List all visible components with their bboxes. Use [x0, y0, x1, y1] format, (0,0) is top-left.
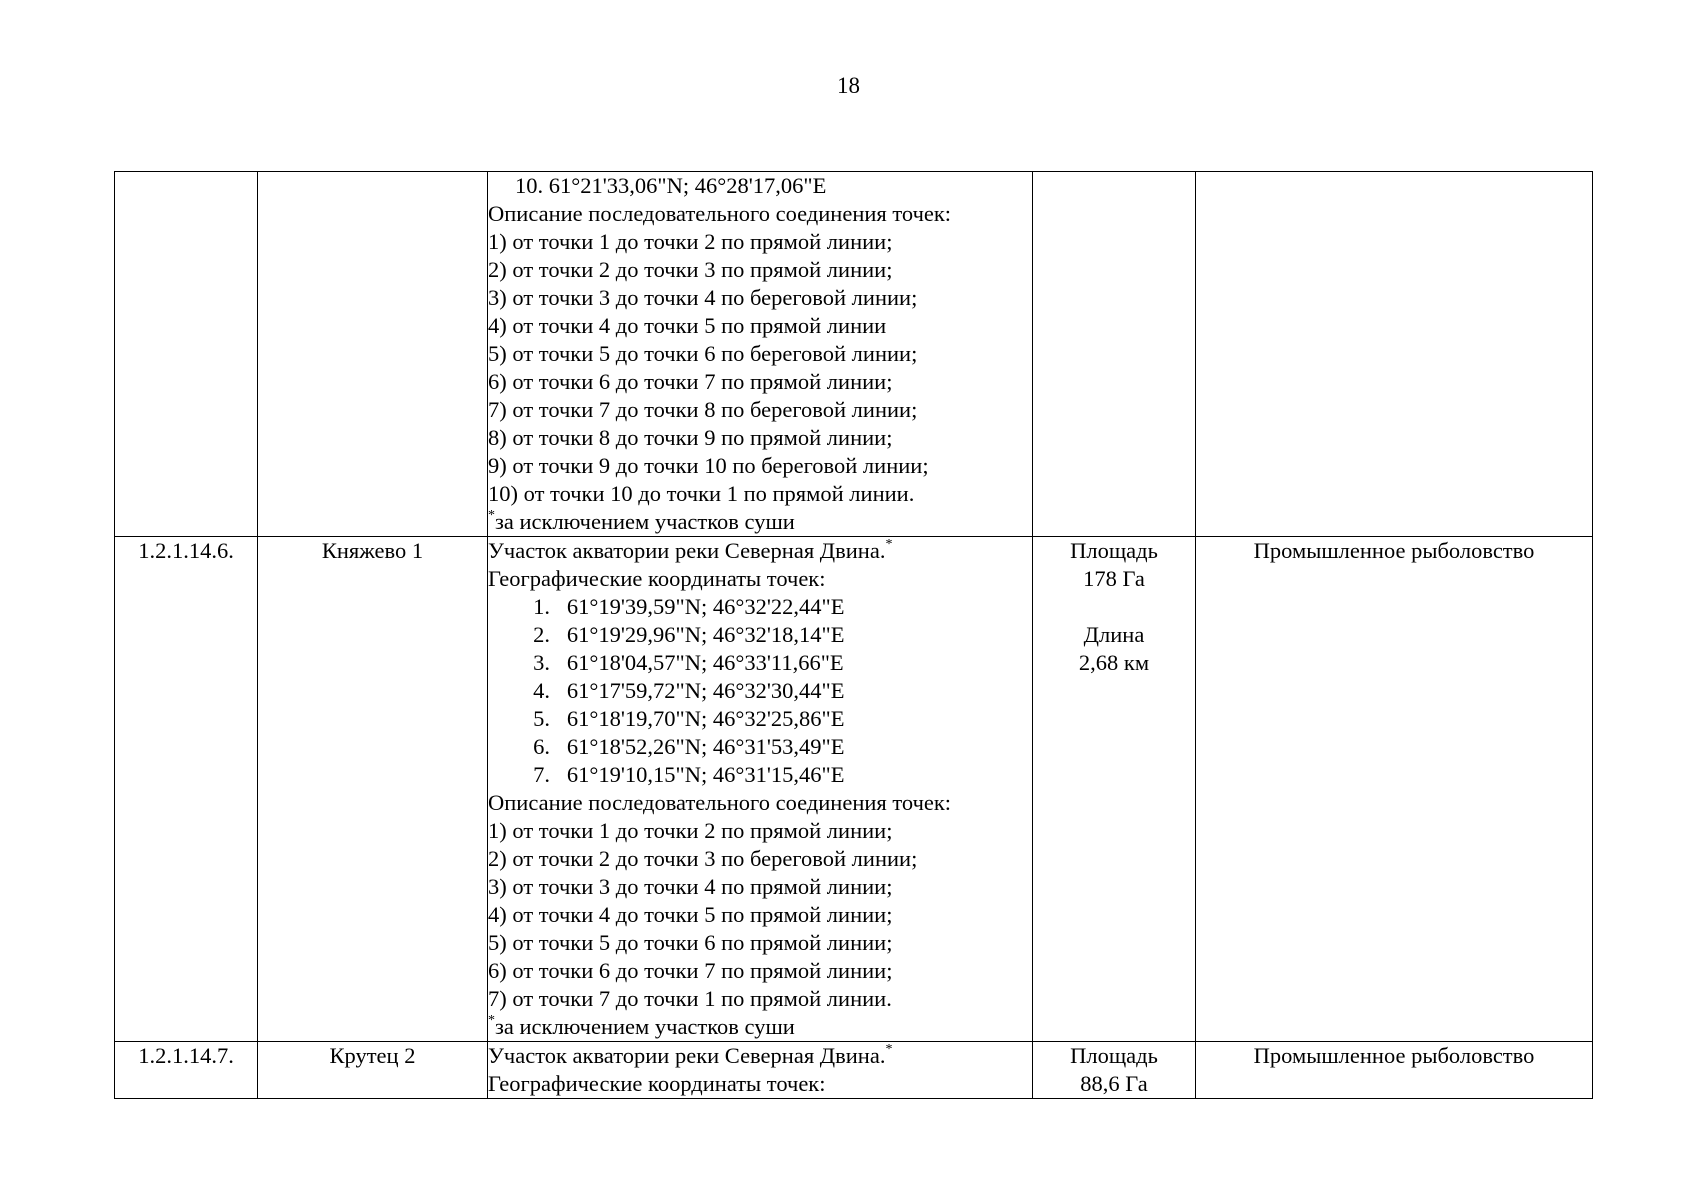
coordinate-point — [488, 649, 1032, 677]
footnote-mark: * — [488, 1012, 495, 1028]
table-row — [115, 537, 1593, 1042]
area-name-cell: Княжево 1 — [258, 537, 488, 1042]
connection-line: 3) от точки 3 до точки 4 по береговой линии; — [488, 285, 918, 310]
connection-line: 2) от точки 2 до точки 3 по прямой линии; — [488, 257, 893, 282]
point-coordinates: 61°18'04,57"N; 46°33'11,66"E — [566, 650, 844, 675]
area-value: 88,6 Га — [1080, 1071, 1148, 1096]
parameters-cell — [1033, 172, 1196, 537]
point-coordinates: 61°19'39,59"N; 46°32'22,44"E — [566, 594, 845, 619]
point-coordinates: 61°19'29,96"N; 46°32'18,14"E — [566, 622, 845, 647]
area-description-cell — [488, 172, 1033, 537]
connection-title: Описание последовательного соединения точек: — [488, 201, 952, 226]
area-title — [488, 1042, 1032, 1070]
point-coordinates: 61°18'19,70"N; 46°32'25,86"E — [566, 706, 845, 731]
area-value: 178 Га — [1083, 566, 1145, 591]
usage-cell: Промышленное рыболовство — [1196, 1042, 1593, 1099]
coordinates-title: Географические координаты точек: — [488, 566, 826, 591]
connection-line: 7) от точки 7 до точки 1 по прямой линии. — [488, 986, 892, 1011]
usage-cell: Промышленное рыболовство — [1196, 537, 1593, 1042]
footnote — [488, 1013, 1032, 1041]
page-number: 18 — [837, 73, 860, 98]
row-number-cell: 1.2.1.14.7. — [115, 1042, 258, 1099]
footnote-text: за исключением участков суши — [495, 509, 795, 534]
row-number-cell: 1.2.1.14.6. — [115, 537, 258, 1042]
area-label: Площадь — [1070, 538, 1158, 563]
connection-line: 1) от точки 1 до точки 2 по прямой линии; — [488, 229, 893, 254]
coordinate-point — [488, 761, 1032, 789]
footnote-mark: * — [488, 507, 495, 523]
footnote-text: за исключением участков суши — [495, 1014, 795, 1039]
coordinate-point: 10. 61°21'33,06"N; 46°28'17,06"E — [515, 173, 827, 198]
area-description-cell — [488, 1042, 1033, 1099]
fishing-areas-table — [114, 171, 1593, 1099]
connection-line: 1) от точки 1 до точки 2 по прямой линии; — [488, 818, 893, 843]
connection-line: 6) от точки 6 до точки 7 по прямой линии; — [488, 958, 893, 983]
coordinate-point — [488, 677, 1032, 705]
coordinate-point — [488, 705, 1032, 733]
connection-line: 4) от точки 4 до точки 5 по прямой линии; — [488, 902, 893, 927]
parameters-cell — [1033, 1042, 1196, 1099]
connection-line: 8) от точки 8 до точки 9 по прямой линии; — [488, 425, 893, 450]
connection-line: 4) от точки 4 до точки 5 по прямой линии — [488, 313, 887, 338]
connection-line: 5) от точки 5 до точки 6 по береговой линии; — [488, 341, 918, 366]
area-title-mark: * — [885, 536, 893, 552]
connection-line: 9) от точки 9 до точки 10 по береговой линии; — [488, 453, 929, 478]
length-label: Длина — [1083, 622, 1145, 647]
point-number: 3. — [533, 650, 550, 675]
area-title — [488, 537, 1032, 565]
connection-line: 7) от точки 7 до точки 8 по береговой линии; — [488, 397, 918, 422]
coordinate-point — [488, 593, 1032, 621]
area-description-cell — [488, 537, 1033, 1042]
connection-title: Описание последовательного соединения точек: — [488, 790, 952, 815]
point-number: 1. — [533, 594, 550, 619]
table-row — [115, 172, 1593, 537]
area-title-mark: * — [885, 1041, 893, 1057]
area-title-text: Участок акватории реки Северная Двина. — [488, 538, 886, 563]
point-number: 4. — [533, 678, 550, 703]
parameters-cell — [1033, 537, 1196, 1042]
area-label: Площадь — [1070, 1043, 1158, 1068]
coordinates-title: Географические координаты точек: — [488, 1071, 826, 1096]
area-name-cell — [258, 172, 488, 537]
row-number-cell — [115, 172, 258, 537]
footnote — [488, 508, 1032, 536]
connection-line: 2) от точки 2 до точки 3 по береговой линии; — [488, 846, 918, 871]
point-coordinates: 61°18'52,26"N; 46°31'53,49"E — [566, 734, 845, 759]
coordinate-point — [488, 733, 1032, 761]
point-number: 5. — [533, 706, 550, 731]
point-coordinates: 61°19'10,15"N; 46°31'15,46"E — [566, 762, 845, 787]
connection-line: 3) от точки 3 до точки 4 по прямой линии; — [488, 874, 893, 899]
area-name-cell: Крутец 2 — [258, 1042, 488, 1099]
area-title-text: Участок акватории реки Северная Двина. — [488, 1043, 886, 1068]
coordinate-point — [488, 621, 1032, 649]
point-number: 2. — [533, 622, 550, 647]
table-row — [115, 1042, 1593, 1099]
point-number: 6. — [533, 734, 550, 759]
length-value: 2,68 км — [1078, 650, 1150, 675]
connection-line: 5) от точки 5 до точки 6 по прямой линии; — [488, 930, 893, 955]
connection-line: 6) от точки 6 до точки 7 по прямой линии; — [488, 369, 893, 394]
point-coordinates: 61°17'59,72"N; 46°32'30,44"E — [566, 678, 845, 703]
usage-cell — [1196, 172, 1593, 537]
point-number: 7. — [533, 762, 550, 787]
connection-line: 10) от точки 10 до точки 1 по прямой линии. — [488, 481, 915, 506]
